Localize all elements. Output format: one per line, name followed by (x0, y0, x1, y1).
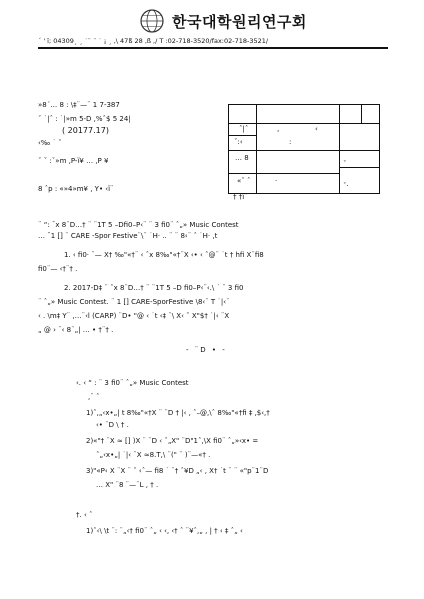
grid-cell: ‹ (315, 125, 318, 133)
body-item-1-line-1: 1. ‹ fi0· ¨— X† ‰"«†¨ ‹ ˆx 8‰"«†¨X ‹• ‹ ˆ@¨ ˙t † hfi X¨fi8 (64, 251, 264, 259)
body-item-2-line-4: „ @ › ¨‹ 8¨„| … • †¨† . (38, 326, 114, 334)
doc-date: ( 20177.17) (62, 126, 109, 135)
subject-line-2: … ¯1 [] ¨ CARE -Spor Festive¨\¨ ˙H· .. ¨ ¨ 8‹¨ ˆ ˙H· ‚t (38, 232, 218, 240)
attachment-subtitle: ,¨ ˆ (88, 393, 100, 401)
recipient: ˇ ˙|ˆ : ˙|»m 5-D ,%ˆ$ 5 24| (38, 115, 131, 123)
org-name: 한국대학원리연구회 (172, 13, 307, 31)
attachment-1-line-1: 1)ˆ,„‹x•„| t 8‰"«†X ¨ ¨D † |‹ , ˆ–@,\ˆ 8‰"«†fi ‡ ,$‹,† (86, 409, 270, 417)
grid-cell: ‚ (277, 125, 280, 133)
subject-line-1: ¨ “: ¯x 8¨D…† ¨ ¨1T 5 –Dfi0–P‹¨ ¨ 3 fi0¨ ˆ„» Music Contest (38, 221, 239, 229)
grid-cell: · (275, 177, 278, 185)
grid-cell: † †ï¨ (233, 193, 248, 201)
approval-grid (228, 104, 380, 201)
attachment-2-line-1: 2)«"† ¨X ≈ [] )X ¨ ¨D ‹ ˆ„X" ¨D"1ˆ,\X fi0¨ ˆ„»‹x• = (86, 437, 259, 445)
section-b-item-1: 1)ˆ‹\ \t ¨: ¨„‹† fi0¨ ˆ„ ‹ ‹‚ ‹† ˆ ¨¥ˆ,„ , | † ‹ ‡ ˆ„ ‹ (86, 527, 243, 535)
grid-cell: ˇ· (343, 182, 349, 190)
doc-number: »8´… 8 : \‡¨—¨ 1 7-387 (38, 101, 120, 109)
attachment-3-line-2: … X" ¨8 ¨—¨L , † . (96, 481, 159, 489)
reference-1: ˇ ˇ :ˇ»m ‚P-ï¥ … ‚P ¥ (38, 157, 109, 165)
header-divider (38, 47, 388, 49)
grid-cell: … 8 (235, 154, 249, 162)
attachment-1-line-2: ‹• ¨D \ † . (96, 421, 129, 429)
globe-logo-icon (140, 9, 164, 33)
grid-cell: ˇ (343, 160, 347, 168)
section-b-title: †. ‹ ˆ (76, 511, 93, 519)
grid-cell: ˆ|ˆ (239, 125, 249, 133)
body-item-1-line-2: fi0¨— ‹†¨† . (38, 265, 78, 273)
attachment-title: ‹. ‹ “ : ¨ 3 fi0¨ ˆ„» Music Contest (76, 379, 189, 387)
grid-cell: «ˆ ˆ (237, 177, 251, 185)
body-item-2-line-2: ¨ ˆ„» Music Contest. ¨ 1 [] CARE-SporFestive \8‹¨ T ˙|‹¨ (38, 298, 230, 306)
grid-cell: ˇ:‹ (234, 138, 243, 146)
org-logo (140, 9, 164, 33)
address-line: ´ ' ï; 04309¸ ¸ ˙¨ ¨ ˙ ¡ ¸ ,\ 47ß 28 ,ß ,/ T :02-718-3520/fax:02-718-3521/ (38, 37, 269, 45)
grid-cell: : (289, 138, 292, 146)
body-item-2-line-3: ‹ . \m‡ Y¨ ,…¨‹l (CARP) ¨D• "@ ‹ ˙t ‹‡ ¨\ X‹ ˆ X"$† ˙|‹ ¨X (38, 312, 230, 320)
attachment-3-line-1: 3)"«P‹ X ¨X ¨ ˆ ‹ˆ— fi8 ˙ ¨† ˆ¥D „‹ , X† ˙t ¨ ¨ «"p¨1¨D (86, 467, 269, 475)
reference-2: 8 ˆp : «»4»m¥ , Y• ‹ï¨ (38, 185, 114, 193)
sender: ‹‰ ˙ ˆ (38, 139, 62, 147)
section-mark: - ¨D • - (186, 346, 227, 354)
attachment-2-line-2: ˆ„‹x•„| ˙|‹ ¨X ≈8.T,\ ¨(" ¨ )¨—«† . (96, 451, 211, 459)
body-item-2-line-1: 2. 2017-D‡ ¨ ˆx 8¨D…† ¨ ¨1T 5 –D fi0–P‹¨‹.\ ˙ ¨ 3 fi0 (64, 284, 244, 292)
